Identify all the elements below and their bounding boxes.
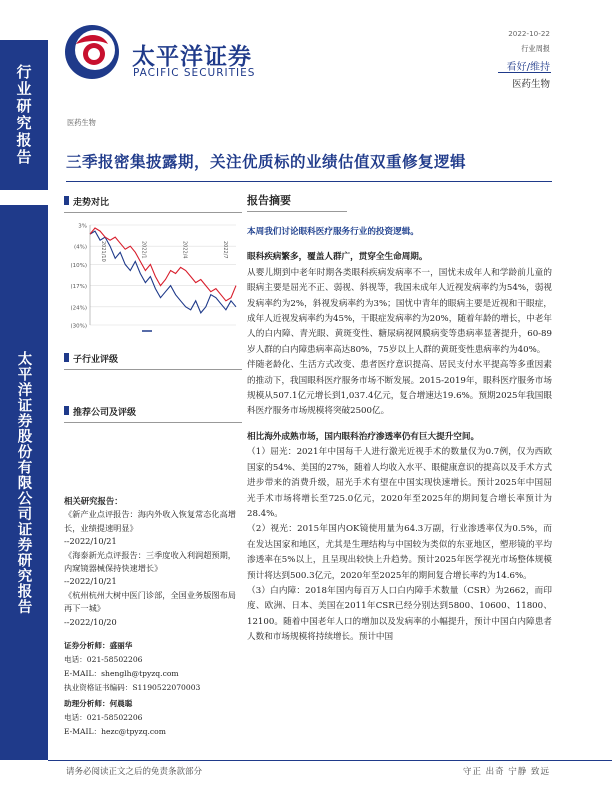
- trend-heading: 走势对比: [64, 190, 242, 213]
- y-tick-label: (24%): [70, 305, 87, 312]
- analyst-1-tel: 电话：021-58502206: [64, 655, 143, 665]
- summary: [247, 192, 552, 646]
- sector-label: 医药生物: [511, 79, 550, 90]
- analyst-1-license: 执业资格证书编码：S1190522070003: [64, 683, 201, 693]
- y-tick-label: 3%: [78, 223, 87, 230]
- y-tick-label: (4%): [73, 244, 87, 251]
- related-item[interactable]: 《海泰新光点评报告：三季度收入利润超预期，内窥镜器械保持快速增长》 --2022/10/21: [64, 549, 236, 587]
- analyst-2-name: 助理分析师：何晨聪: [64, 699, 133, 709]
- recommend-heading: 推荐公司及评级: [64, 400, 242, 423]
- analyst-2-email[interactable]: E-MAIL：hezc@tpyzq.com: [64, 727, 166, 737]
- sub-rating-marker-icon: [64, 353, 69, 362]
- left-bar-top-text: 行业研究报告: [14, 64, 33, 166]
- sub-rating-heading: 子行业评级: [64, 347, 242, 370]
- report-type: 行业周报: [521, 44, 550, 53]
- header-divider: [498, 72, 551, 73]
- x-tick-label: 2022/1: [140, 241, 147, 259]
- footer-divider: [48, 760, 612, 761]
- analyst-block: [64, 639, 242, 739]
- x-tick-label: 2022/7: [222, 241, 228, 259]
- x-tick-label: 2022/4: [181, 241, 188, 259]
- sec1-paragraph-1: 从婴儿期到中老年时期各类眼科疾病发病率不一，国忧未成年人和学龄前儿童的眼病主要是屈光不正、弱视、斜视等，我国未成年人近视发病率约为54%，弱视发病率约为2%，斜视发病率约为3%；国忧中青年的眼病主要是近视和干眼症，成年人近视发病率约为45%，干眼症发病率约为20%，随着年龄的增长，中老年人的白内障、青光眼、黄斑变性、糖尿病视网膜病变等患病率显著提升，60-89岁人群的白内障患病率高达80%，75岁以上人群的黄斑变性患病率约为40%。: [247, 267, 552, 355]
- summary-intro: 本周我们讨论眼科医疗服务行业的投资逻辑。: [247, 227, 419, 237]
- rating-badge: 看好/维持: [506, 62, 550, 73]
- related-item[interactable]: 《杭州杭州大树中医门诊部，全国业务版图布局再下一城》 --2022/10/20: [64, 589, 236, 627]
- sec2-paragraph-2: （2）视光：2015年国内OK镜使用量为64.3万副，行业渗透率仅为0.5%，而在发达国家和地区，尤其是生理结构与中国较为类似的东亚地区，塑形镜的平均渗透率在5%以上，且呈现出较快上升趋势。预计2025年医学视光市场整体规模预计将达到500.3亿元，2020年至2025年的期间复合增长率约为14.6%。: [247, 524, 552, 581]
- y-tick-label: (17%): [70, 284, 87, 291]
- sec1-paragraph-2: 伴随老龄化、生活方式改变、患者医疗意识提高、居民支付水平提高等多重因素的推动下，我国眼科医疗服务市场不断发展。2015-2019年，眼科医疗服务市场规模从507.1亿元增长到1,037.4亿元，复合增速达19.6%。预期2025年我国眼科医疗服务市场规模将突破2500亿。: [247, 360, 552, 417]
- company-name-cn: 太平洋证券: [132, 44, 252, 70]
- left-bar-bottom: [0, 205, 48, 760]
- summary-heading: 报告摘要: [247, 192, 347, 212]
- sec1-heading: 眼科疾病繁多，覆盖人群广，贯穿全生命周期。: [247, 252, 428, 263]
- breadcrumb: 医药生物: [67, 118, 96, 127]
- y-tick-label: (10%): [70, 262, 87, 269]
- related-reports: [64, 495, 242, 629]
- footer-motto: 守正 出奇 宁静 致远: [462, 767, 550, 777]
- sidebar: [64, 190, 242, 739]
- footer-disclaimer: 请务必阅读正文之后的免责条款部分: [66, 767, 203, 777]
- left-bar-top: [0, 40, 48, 190]
- x-tick-label: 2021/10: [100, 241, 106, 262]
- recommend-marker-icon: [64, 406, 69, 415]
- analyst-2-tel: 电话：021-58502206: [64, 713, 143, 723]
- sec2-paragraph-1: （1）屈光：2021年中国每千人进行激光近视手术的数量仅为0.7例，仅为西欧国家的54%、美国的27%，随着人均收入水平、眼健康意识的提高以及手术方式进步带来的消费升级，屈光手术有望在中国实现快速增长。预计2025年中国屈光手术市场将增长至725.0亿元，2020年至2025年的期间复合增长率预计为28.4%。: [247, 447, 552, 519]
- series-line-pharma: [90, 231, 236, 313]
- left-bar-bottom-text: 太平洋证券股份有限公司证券研究报告: [15, 350, 32, 615]
- related-heading: 相关研究报告：: [64, 496, 123, 506]
- logo-mark-icon: [62, 22, 122, 82]
- company-name-en: PACIFIC SECURITIES: [133, 67, 256, 79]
- trend-chart: [64, 217, 242, 337]
- report-date: 2022-10-22: [508, 29, 550, 38]
- title-divider: [66, 181, 552, 182]
- sec2-heading: 相比海外成熟市场，国内眼科治疗渗透率仍有巨大提升空间。: [247, 431, 480, 442]
- analyst-1-email[interactable]: E-MAIL：shenglh@tpyzq.com: [64, 669, 179, 679]
- page-title: 三季报密集披露期，关注优质标的业绩估值双重修复逻辑: [66, 152, 467, 171]
- analyst-1-name: 证券分析师：盛丽华: [64, 641, 133, 651]
- company-logo: [62, 22, 122, 82]
- related-item[interactable]: 《新产业点评报告：海内外收入恢复常态化高增长，业绩提速明显》 --2022/10/21: [64, 509, 236, 547]
- trend-marker-icon: [64, 196, 69, 205]
- sec2-paragraph-3: （3）白内障：2018年国内每百万人口白内障手术数量（CSR）为2662，而印度、欧洲、日本、美国在2011年CSR已经分别达到5800、10600、11800、12100。随着中国老年人口的增加以及发病率的小幅提升，预计中国白内障患者人数和市场规模将持续增长。预计中国: [247, 585, 552, 643]
- y-tick-label: (30%): [70, 323, 87, 330]
